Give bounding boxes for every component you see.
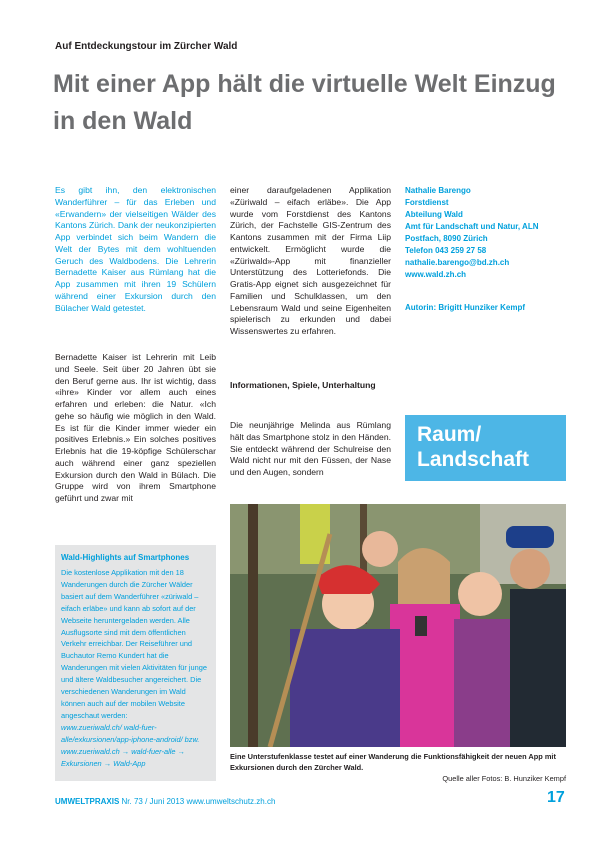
info-box-link-1[interactable]: www.zueriwald.ch/ wald-fuer-alle/exkursionen/app-iphone-android/ bzw. <box>61 722 200 744</box>
info-box-heading: Wald-Highlights auf Smartphones <box>61 553 190 562</box>
info-box-body <box>61 567 211 769</box>
contact-address: Postfach, 8090 Zürich <box>405 234 488 244</box>
contact-division: Abteilung Wald <box>405 210 463 220</box>
section-badge <box>405 415 566 481</box>
photo-credit: Quelle aller Fotos: B. Hunziker Kempf <box>442 774 566 783</box>
badge-line-2: Landschaft <box>417 448 530 471</box>
info-box <box>55 545 216 781</box>
contact-website[interactable]: www.wald.zh.ch <box>405 270 467 280</box>
contact-department: Forstdienst <box>405 198 449 208</box>
footer-url[interactable]: www.umweltschutz.zh.ch <box>186 797 276 806</box>
footer <box>55 797 275 806</box>
kicker: Auf Entdeckungstour im Zürcher Wald <box>55 41 238 52</box>
contact-office: Amt für Landschaft und Natur, ALN <box>405 222 539 232</box>
contact-name: Nathalie Barengo <box>405 186 471 195</box>
info-box-link-2[interactable]: www.zueriwald.ch → wald-fuer-alle → Exkursionen → Wald-App <box>61 746 185 768</box>
contact-email[interactable]: nathalie.barengo@bd.zh.ch <box>405 258 510 268</box>
article-photo <box>230 504 566 747</box>
photo-caption: Eine Unterstufenklasse testet auf einer Wanderung die Funktionsfähigkeit der neuen App mit Exkursionen durch den Zürcher Wald. <box>230 752 556 772</box>
badge-line-1: Raum/ <box>417 423 482 446</box>
contact-phone: Telefon 043 259 27 58 <box>405 246 487 256</box>
footer-issue: Nr. 73 / Juni 2013 <box>121 797 185 806</box>
photo-illustration <box>230 504 566 747</box>
author-line: Autorin: Brigitt Hunziker Kempf <box>405 303 525 312</box>
contact-block <box>405 185 565 281</box>
article-lead: Es gibt ihn, den elektronischen Wanderführer – für das Erleben und «Erwandern» der vielseitigen Wälder des Kantons Zürich. Dank der neukonzipierten App verbindet sich beim Wandern die Welt der Bytes mit dem wohltuenden Geruch des Waldbodens. Die Lehrerin Bernadette Kaiser aus Rümlang hat die App zusammen mit ihren 19 Schülern während einer Exkursion durch den Bülacher Wald getestet. <box>55 185 216 313</box>
page-number: 17 <box>547 789 565 806</box>
article-subheading: Informationen, Spiele, Unterhaltung <box>230 380 376 390</box>
article-title: Mit einer App hält die virtuelle Welt Einzug in den Wald <box>53 70 556 135</box>
info-box-text: Die kostenlose Applikation mit den 18 Wanderungen durch die Zürcher Wälder basiert auf dem Wanderführer «züriwald – eifach erläbe» und kann ab sofort auf der Webseite heruntergeladen werden. Alle Ausflugsorte sind mit dem öffentlichen Verkehr erreichbar. Der Reiseführer und Buchautor Remo Kundert hat die Wanderungen mit vielen Aktivitäten für junge und ältere Waldbesucher angereichert. Die verschiedenen Wanderungen im Wald können auch auf der mobilen Website angeschaut werden: <box>61 568 207 720</box>
footer-brand: UMWELTPRAXIS <box>55 797 120 806</box>
article-body-column-1: Bernadette Kaiser ist Lehrerin mit Leib und Seele. Seit über 20 Jahren übt sie den Beruf gerne aus. Ihr ist wichtig, dass «ihre» Kinder vor allem auch eines erfahren und erleben: die Natur. «Ich gehe so häufig wie möglich in den Wald. Es ist für die Kinder immer wieder ein positives Erlebnis.» Ein solches positives Erlebnis hat die 19-köpfige Schülerschar auch während einer ganz speziellen Exkursion durch den Wald in Bülach. Die Gruppe wird von ihrem Smartphone geführt und zwar mit <box>55 352 216 503</box>
article-body-column-2: einer daraufgeladenen Applikation «Züriwald – eifach erläbe». Die App wurde vom Forstdienst des Kantons Zürich, der Fachstelle GIS-Zentrum des Kantons zusammen mit der Firma Liip entwickelt. Ermöglicht wurde die «Züriwald»-App mit finanzieller Unterstützung des Lotteriefonds. Die Gratis-App eignet sich ausgezeichnet für Familien und Schulklassen, um den Lebensraum Wald und seine Eigenheiten spielerisch zu erkunden und dabei Wissenswertes zu erfahren. <box>230 185 391 336</box>
article-body-column-2b: Die neunjährige Melinda aus Rümlang hält das Smartphone stolz in den Händen. Sie entdeckt während der Schulreise den Wald nicht nur mit den Füssen, der Nase und den Augen, sondern <box>230 420 391 477</box>
